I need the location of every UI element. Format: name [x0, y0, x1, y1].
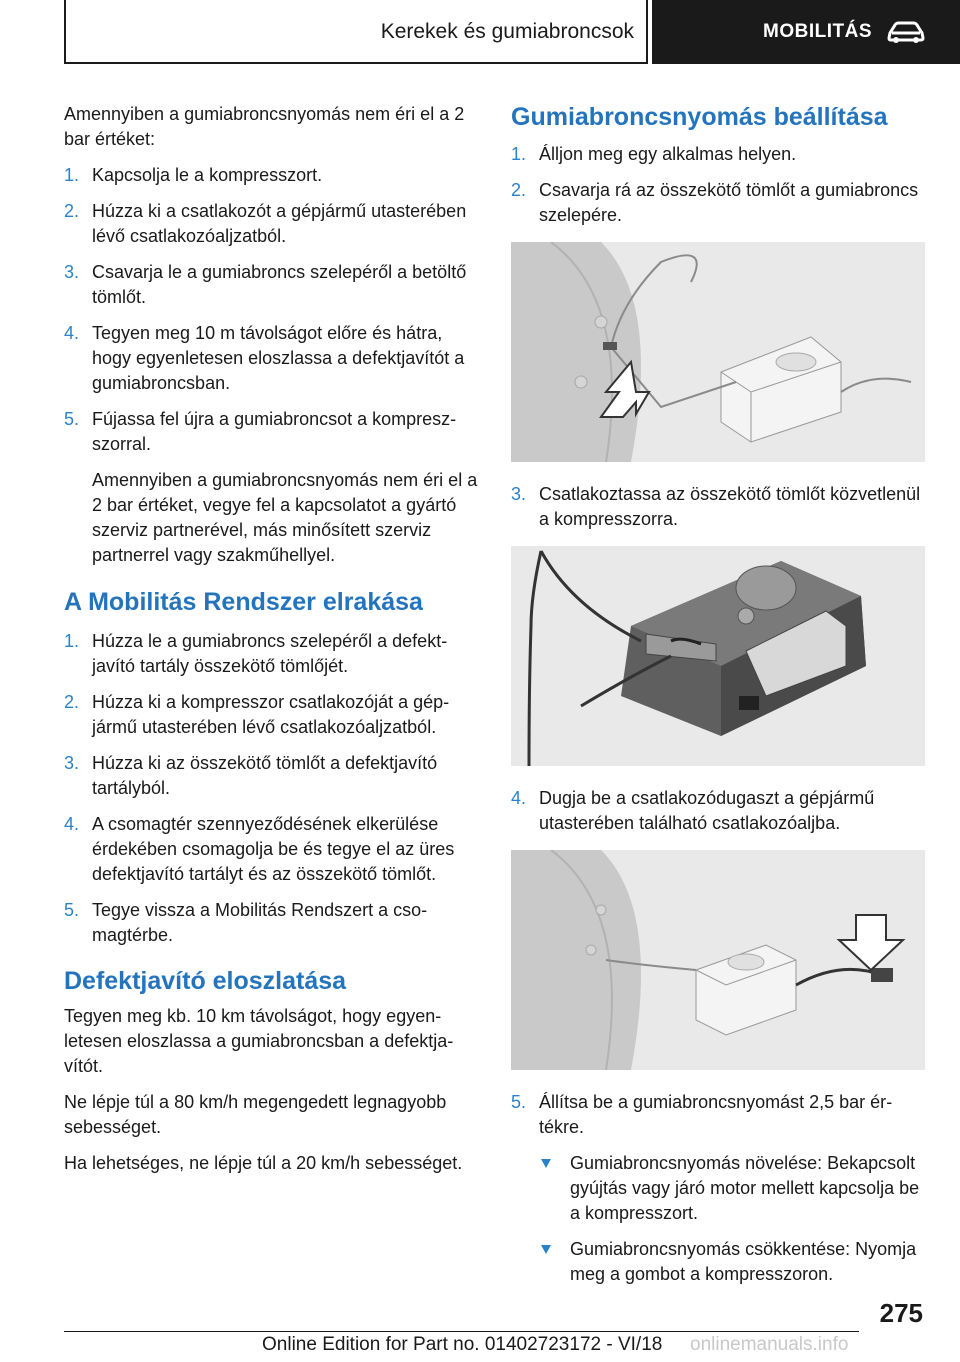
pressure-step-4 [511, 786, 927, 836]
step-number: 2. [64, 201, 80, 221]
header-section-box [64, 0, 648, 64]
step-number: 1. [64, 165, 80, 185]
step-number: 5. [64, 900, 80, 920]
list-item [64, 898, 478, 948]
paragraph: Tegyen meg kb. 10 km távolságot, hogy egyenletesen eloszlassa a gumiabroncsban a defektjavítót. [64, 1006, 454, 1076]
step-text: Álljon meg egy alkalmas helyen. [539, 144, 797, 164]
step-text: Húzza ki a csatlakozót a gépjármű utasterében lévő csatlakozóaljzatból. [92, 201, 467, 246]
edition-text: Online Edition for Part no. 01402723172 - VI/18 [262, 1334, 663, 1355]
illustration-plug [511, 850, 925, 1070]
step-number: 5. [64, 409, 80, 429]
bullet-text: Gumiabroncsnyomás csökkentése: Nyomja meg a gombot a kompresszoron. [570, 1239, 917, 1284]
step-number: 2. [511, 180, 527, 200]
chapter-title: MOBILITÁS [763, 21, 872, 42]
heading-mobility-storage: A Mobilitás Rendszer elrakása [64, 588, 423, 616]
page-number: 275 [879, 1298, 923, 1328]
list-item [64, 690, 478, 740]
step-number: 3. [511, 484, 527, 504]
step-number: 5. [511, 1092, 527, 1112]
list-item [511, 786, 927, 836]
step-number: 4. [64, 323, 80, 343]
list-item [511, 178, 927, 228]
heading-sealant-distribution: Defektjavító eloszlatása [64, 967, 347, 995]
list-item [64, 407, 478, 568]
step-text: Dugja be a csatlakozódugaszt a gépjármű utasterében található csatlakozóaljba. [539, 788, 875, 833]
list-item [64, 629, 478, 679]
step-number: 1. [64, 631, 80, 651]
list-item [64, 812, 478, 887]
figure-plug-into-socket [511, 850, 925, 1070]
step-number: 3. [64, 753, 80, 773]
step-number: 1. [511, 144, 527, 164]
step-text: Csatlakoztassa az összekötő tömlőt közvetlenül a kompresszorra. [539, 484, 921, 529]
illustration-compressor [511, 546, 925, 766]
heading-tire-pressure: Gumiabroncsnyomás beállítása [511, 103, 888, 131]
left-column [64, 102, 478, 1187]
step-note: Amennyiben a gumiabroncsnyomás nem éri el a 2 bar értéket, vegye fel a kapcsolatot a gyártó szerviz partnerével, más minősített szerviz partnerrel vagy szakműhellyel. [92, 470, 478, 565]
list-item [511, 142, 927, 167]
step-text: Csavarja rá az összekötő tömlőt a gumiabroncs szelepére. [539, 180, 919, 225]
triangle-bullet-icon [541, 1159, 551, 1168]
list-item [64, 260, 478, 310]
step-number: 2. [64, 692, 80, 712]
step-text: Állítsa be a gumiabroncsnyomást 2,5 bar értékre. [539, 1092, 893, 1137]
bullet-text: Gumiabroncsnyomás növelése: Bekapcsolt gyújtás vagy járó motor mellett kapcsolja be a kompresszort. [570, 1153, 920, 1223]
step-text: Tegye vissza a Mobilitás Rendszert a csomagtérbe. [92, 900, 428, 945]
watermark: onlinemanuals.info [690, 1334, 849, 1355]
step-number: 4. [64, 814, 80, 834]
pressure-steps [511, 142, 927, 228]
step-text: Fújassa fel újra a gumiabroncsot a kompreszszorral. [92, 409, 457, 454]
list-item [64, 321, 478, 396]
step-text: Tegyen meg 10 m távolságot előre és hátra, hogy egyenletesen eloszlassa a defektjavítót a gumiabroncsban. [92, 323, 465, 393]
paragraph: Ne lépje túl a 80 km/h megengedett legnagyobb sebességet. [64, 1092, 447, 1137]
right-column [511, 102, 927, 1298]
list-item [539, 1237, 927, 1287]
step-text: Húzza ki az összekötő tömlőt a defektjavító tartályból. [92, 753, 438, 798]
step-number: 4. [511, 788, 527, 808]
list-item [64, 163, 478, 188]
triangle-bullet-icon [541, 1245, 551, 1254]
pressure-step-5 [511, 1090, 927, 1287]
storage-steps [64, 629, 478, 948]
step-text: A csomagtér szennyeződésének elkerülése érdekében csomagolja be és tegye el az üres defektjavító tartályt és az összekötő tömlőt. [92, 814, 455, 884]
car-icon [886, 21, 926, 43]
step-text: Csavarja le a gumiabroncs szelepéről a betöltő tömlőt. [92, 262, 467, 307]
pressure-step-3 [511, 482, 927, 532]
figure-hose-on-compressor [511, 546, 925, 766]
section-title: Kerekek és gumiabroncsok [380, 20, 634, 43]
step-text: Húzza ki a kompresszor csatlakozóját a gépjármű utasterében lévő csatlakozóaljzatból. [92, 692, 450, 737]
header-chapter-box [652, 0, 960, 64]
step-text: Húzza le a gumiabroncs szelepéről a defektjavító tartály összekötő tömlőjét. [92, 631, 448, 676]
list-item [64, 199, 478, 249]
list-item [511, 482, 927, 532]
illustration-tire-valve [511, 242, 925, 462]
step-number: 3. [64, 262, 80, 282]
list-item [64, 751, 478, 801]
paragraph: Ha lehetséges, ne lépje túl a 20 km/h sebességet. [64, 1153, 463, 1173]
pressure-bullets [539, 1151, 927, 1287]
intro-text: Amennyiben a gumiabroncsnyomás nem éri el a 2 bar értéket: [64, 104, 465, 149]
footer-divider [64, 1331, 859, 1332]
deflate-steps [64, 163, 478, 568]
list-item [511, 1090, 927, 1287]
figure-hose-on-valve [511, 242, 925, 462]
list-item [539, 1151, 927, 1226]
step-text: Kapcsolja le a kompresszort. [92, 165, 323, 185]
